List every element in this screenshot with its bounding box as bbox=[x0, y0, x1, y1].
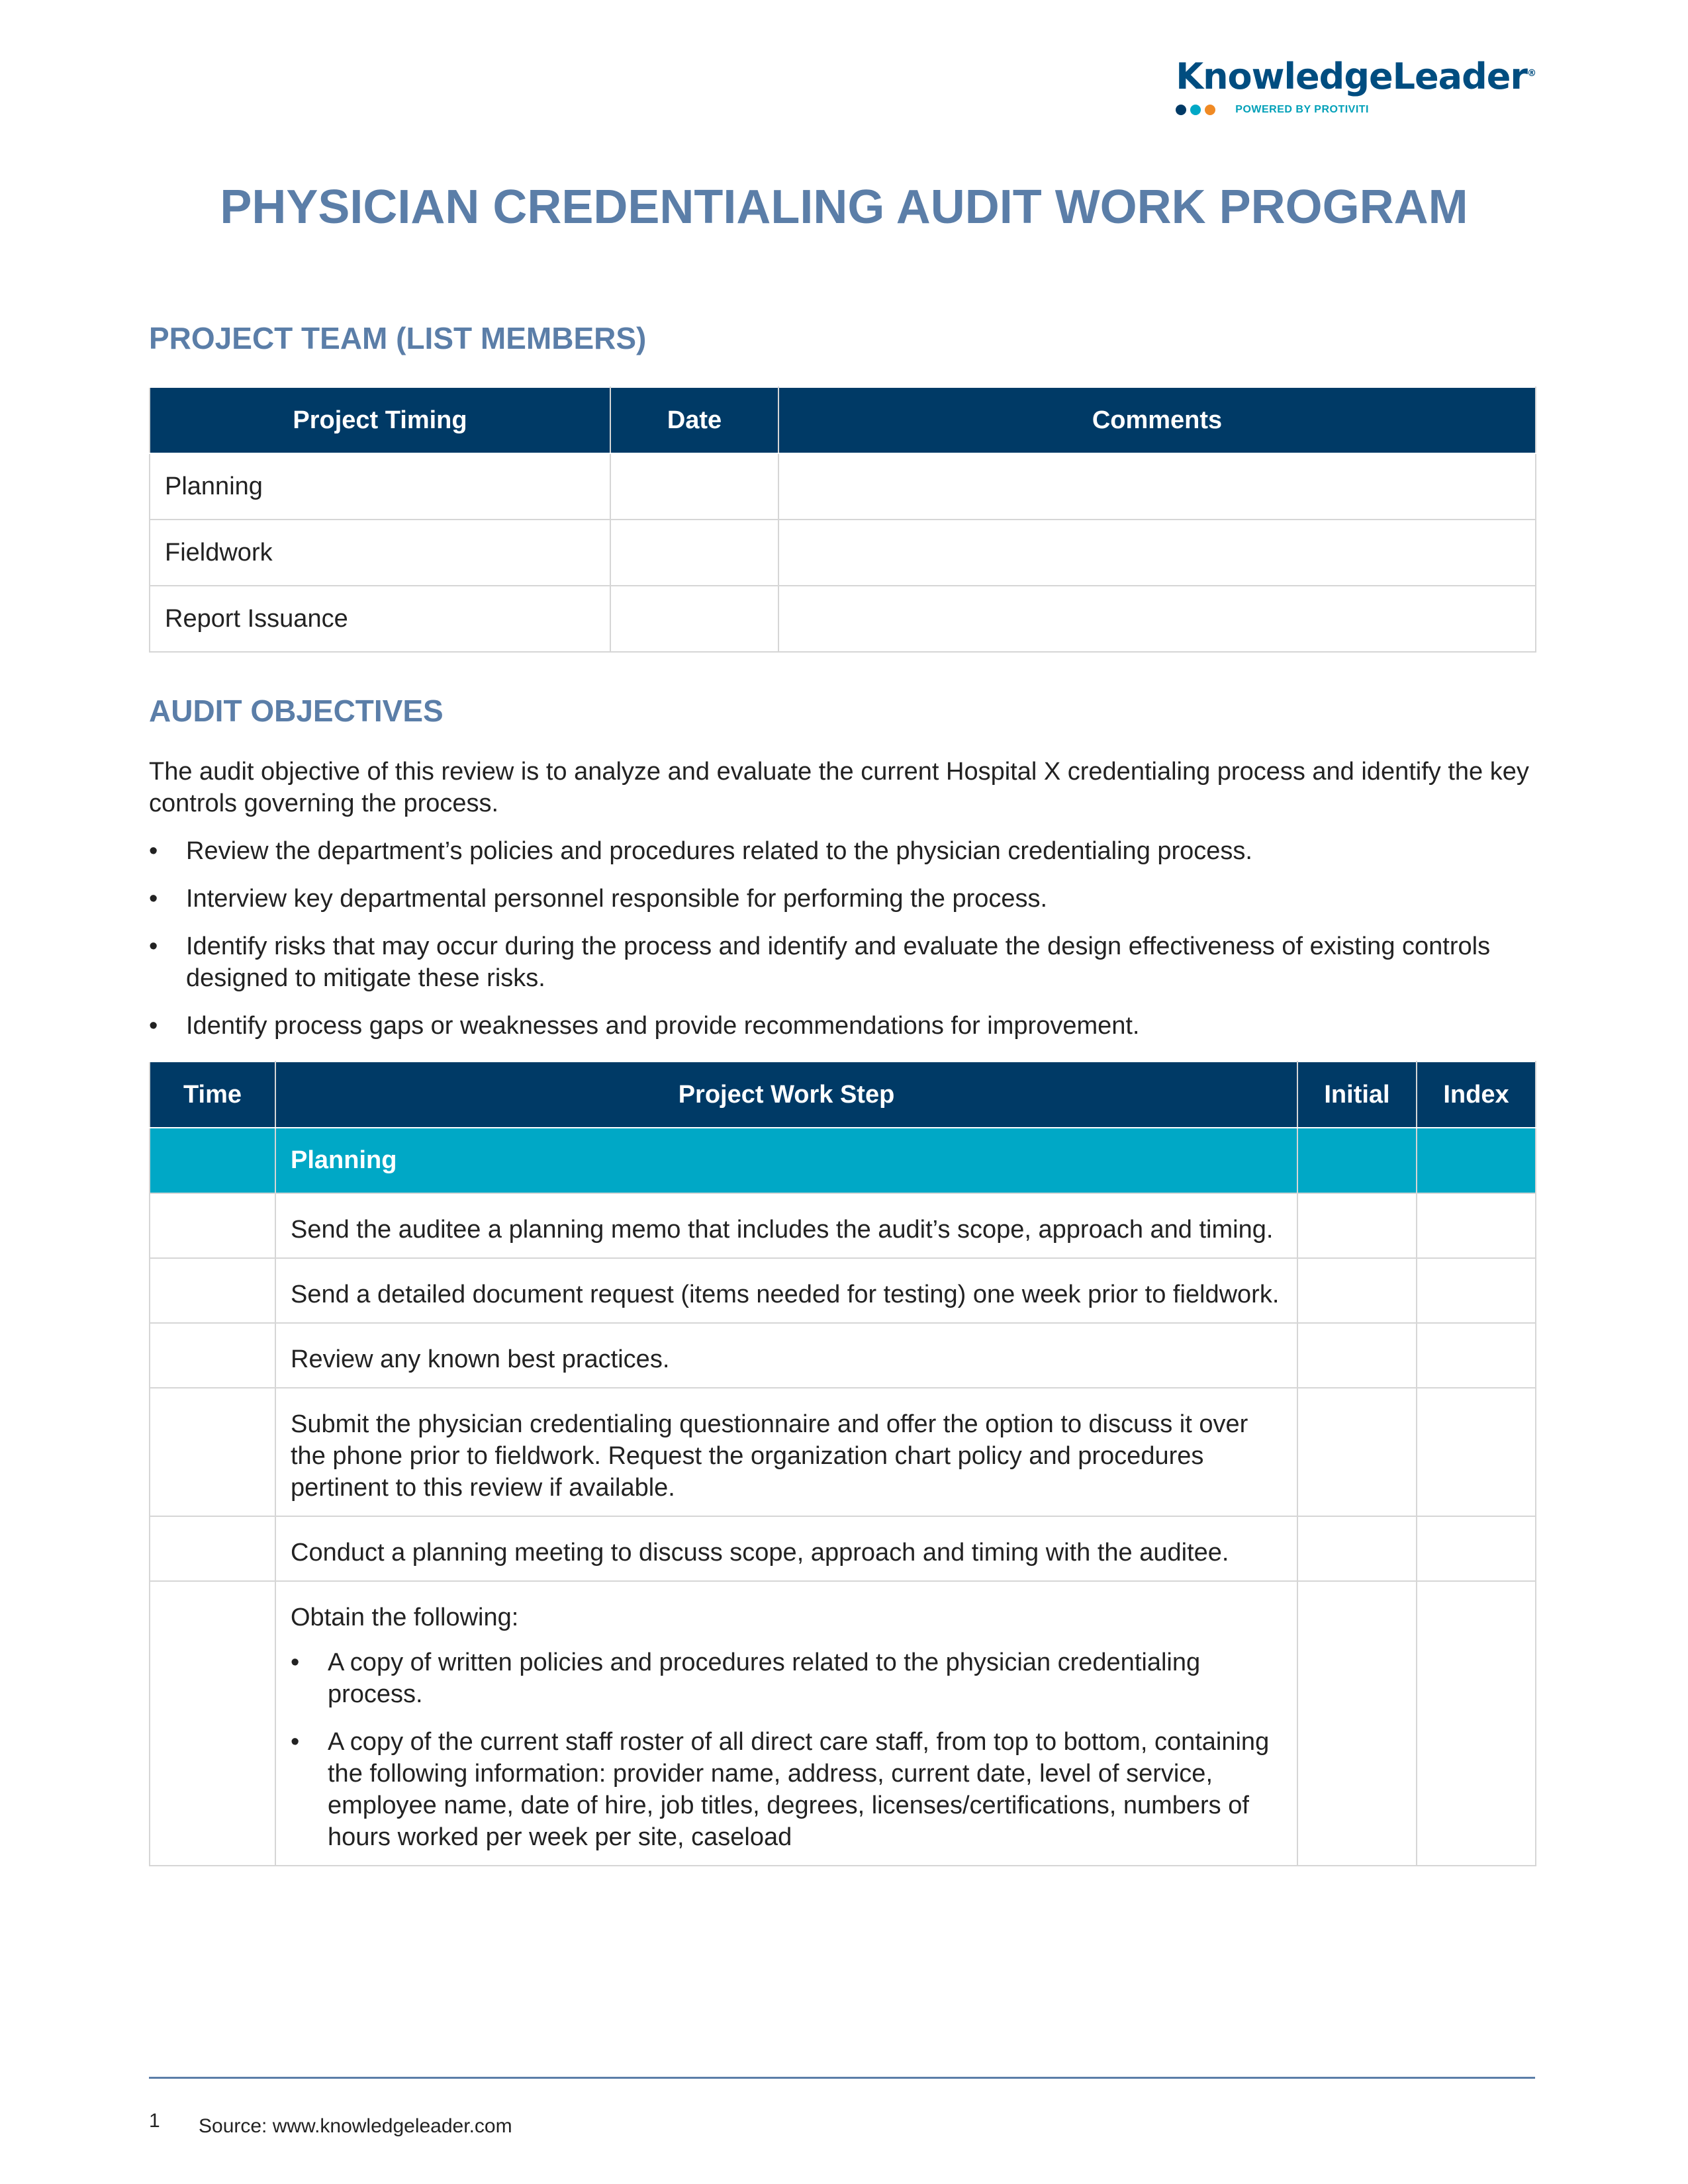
index-cell[interactable] bbox=[1417, 1193, 1536, 1258]
page-title: PHYSICIAN CREDENTIALING AUDIT WORK PROGRAM bbox=[220, 181, 1468, 234]
logo-wordmark: KnowledgeLeader® bbox=[1176, 56, 1536, 97]
list-item: • A copy of written policies and procedures related to the physician credentialing process. bbox=[328, 1647, 1282, 1710]
obtain-intro: Obtain the following: bbox=[291, 1604, 519, 1631]
table-row bbox=[150, 586, 1536, 652]
audit-objectives-list bbox=[149, 835, 1572, 1058]
time-cell[interactable] bbox=[150, 1388, 275, 1516]
logo-tagline-row bbox=[1176, 104, 1536, 116]
section-label: Planning bbox=[275, 1128, 1297, 1193]
time-cell[interactable] bbox=[150, 1258, 275, 1323]
initial-cell[interactable] bbox=[1297, 1258, 1417, 1323]
initial-cell bbox=[1297, 1128, 1417, 1193]
comments-cell[interactable] bbox=[778, 520, 1536, 586]
work-program-table bbox=[149, 1061, 1536, 1866]
comments-cell[interactable] bbox=[778, 586, 1536, 652]
work-step-cell: Review any known best practices. bbox=[275, 1323, 1297, 1388]
timing-cell: Planning bbox=[150, 453, 610, 520]
initial-cell[interactable] bbox=[1297, 1388, 1417, 1516]
time-cell[interactable] bbox=[150, 1581, 275, 1866]
table-row bbox=[150, 1388, 1536, 1516]
work-step-cell: Conduct a planning meeting to discuss scope, approach and timing with the auditee. bbox=[275, 1516, 1297, 1581]
table-row bbox=[150, 520, 1536, 586]
index-cell[interactable] bbox=[1417, 1323, 1536, 1388]
index-cell[interactable] bbox=[1417, 1258, 1536, 1323]
date-cell[interactable] bbox=[610, 586, 778, 652]
section-row-planning bbox=[150, 1128, 1536, 1193]
project-timing-table bbox=[149, 387, 1536, 653]
column-header-comments: Comments bbox=[778, 387, 1536, 453]
initial-cell[interactable] bbox=[1297, 1323, 1417, 1388]
timing-cell: Fieldwork bbox=[150, 520, 610, 586]
table-row bbox=[150, 1193, 1536, 1258]
obtain-list bbox=[291, 1647, 1282, 1853]
date-cell[interactable] bbox=[610, 520, 778, 586]
footer-divider bbox=[149, 2077, 1535, 2079]
page-number: 1 bbox=[149, 2110, 160, 2132]
table-row bbox=[150, 453, 1536, 520]
audit-objectives-heading: AUDIT OBJECTIVES bbox=[149, 694, 444, 728]
date-cell[interactable] bbox=[610, 453, 778, 520]
column-header-index: Index bbox=[1417, 1062, 1536, 1128]
time-cell bbox=[150, 1128, 275, 1193]
list-item: • Interview key departmental personnel responsible for performing the process. bbox=[186, 883, 1572, 915]
table-row bbox=[150, 1581, 1536, 1866]
initial-cell[interactable] bbox=[1297, 1581, 1417, 1866]
project-team-heading: PROJECT TEAM (LIST MEMBERS) bbox=[149, 321, 647, 355]
list-item: • Review the department’s policies and procedures related to the physician credentialing process. bbox=[186, 835, 1572, 867]
table-row bbox=[150, 1323, 1536, 1388]
logo-dot-icon bbox=[1205, 105, 1215, 115]
column-header-project-work-step: Project Work Step bbox=[275, 1062, 1297, 1128]
source-note: Source: www.knowledgeleader.com bbox=[199, 2115, 512, 2137]
column-header-project-timing: Project Timing bbox=[150, 387, 610, 453]
table-row bbox=[150, 1258, 1536, 1323]
initial-cell[interactable] bbox=[1297, 1193, 1417, 1258]
index-cell[interactable] bbox=[1417, 1581, 1536, 1866]
column-header-date: Date bbox=[610, 387, 778, 453]
initial-cell[interactable] bbox=[1297, 1516, 1417, 1581]
work-step-cell bbox=[275, 1581, 1297, 1866]
audit-objectives-intro: The audit objective of this review is to analyze and evaluate the current Hospital X credentialing process and identify the key controls governing the process. bbox=[149, 758, 1529, 817]
index-cell[interactable] bbox=[1417, 1516, 1536, 1581]
knowledgeleader-logo bbox=[1176, 56, 1536, 116]
table-header-row bbox=[150, 1062, 1536, 1128]
time-cell[interactable] bbox=[150, 1193, 275, 1258]
time-cell[interactable] bbox=[150, 1323, 275, 1388]
work-step-cell: Send the auditee a planning memo that includes the audit’s scope, approach and timing. bbox=[275, 1193, 1297, 1258]
index-cell bbox=[1417, 1128, 1536, 1193]
index-cell[interactable] bbox=[1417, 1388, 1536, 1516]
list-item: • Identify risks that may occur during the process and identify and evaluate the design effectiveness of existing controls designed to mitigate these risks. bbox=[186, 931, 1572, 994]
list-item: • Identify process gaps or weaknesses and provide recommendations for improvement. bbox=[186, 1010, 1572, 1042]
list-item: • A copy of the current staff roster of all direct care staff, from top to bottom, containing the following information: provider name, address, current date, level of service, employee name, date of hire, job titles, degrees, licenses/certifications, numbers of hours worked per week per site, caseload bbox=[328, 1726, 1282, 1853]
work-step-cell: Send a detailed document request (items needed for testing) one week prior to fieldwork. bbox=[275, 1258, 1297, 1323]
table-header-row bbox=[150, 387, 1536, 453]
table-row bbox=[150, 1516, 1536, 1581]
time-cell[interactable] bbox=[150, 1516, 275, 1581]
work-step-cell: Submit the physician credentialing questionnaire and offer the option to discuss it over the phone prior to fieldwork. Request the organization chart policy and procedures pertinent to this review if available. bbox=[275, 1388, 1297, 1516]
timing-cell: Report Issuance bbox=[150, 586, 610, 652]
logo-dot-icon bbox=[1190, 105, 1201, 115]
comments-cell[interactable] bbox=[778, 453, 1536, 520]
logo-tagline: POWERED BY PROTIVITI bbox=[1235, 104, 1369, 115]
column-header-initial: Initial bbox=[1297, 1062, 1417, 1128]
column-header-time: Time bbox=[150, 1062, 275, 1128]
logo-dot-icon bbox=[1176, 105, 1186, 115]
